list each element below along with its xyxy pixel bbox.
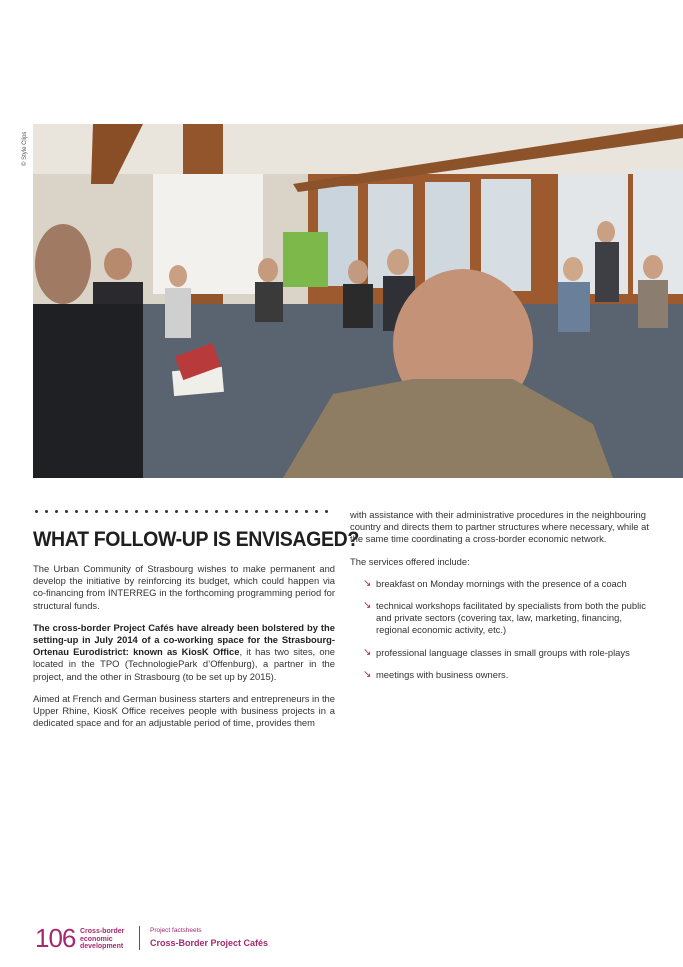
list-item: ↘ breakfast on Monday mornings with the presence of a coach: [363, 577, 627, 589]
section-heading: WHAT FOLLOW-UP IS ENVISAGED?: [33, 528, 359, 551]
paragraph-kiosk-bold: The cross-border Project Cafés have already been bolstered by the setting-up in July 2014 of a co-working space for the Strasbourg-Ortenau Eurodistrict: known as KiosK Office: [33, 621, 335, 658]
decorative-dots: [35, 510, 335, 516]
list-item: ↘ professional language classes in small groups with role-plays: [363, 646, 630, 658]
page-footer: [35, 924, 335, 954]
footer-section: Project factsheets: [150, 927, 202, 934]
meeting-photo: [33, 124, 683, 478]
paragraph-continued: with assistance with their administrative procedures in the neighbouring country and directs them to partner structures where necessary, while at the same time coordinating a cross-border economic network.: [350, 509, 649, 545]
arrow-down-right-icon: ↘: [363, 600, 372, 612]
right-column: [350, 509, 653, 691]
footer-label: Cross-border economic development: [80, 928, 125, 950]
footer-title: Cross-Border Project Cafés: [150, 938, 269, 948]
list-item: ↘ technical workshops facilitated by specialists from both the public and private sectors (covering tax, law, marketing, financing, regional economic activity, etc.): [363, 600, 646, 636]
photo-credit: © Style Clips: [22, 131, 28, 166]
arrow-down-right-icon: ↘: [363, 577, 372, 589]
services-list: [350, 578, 653, 681]
paragraph-kiosk-rest: , it has two sites, one located in the TPO (TechnologiePark d’Offenburg), a partner in the project, and the other in Strasbourg (to be set up by 2015).: [33, 646, 336, 682]
paragraph-initiative: The Urban Community of Strasbourg wishes to make permanent and develop the initiative by reinforcing its budget, which could happen via co-financing from INTERREG in the forthcoming programming period for structural funds.: [33, 563, 335, 611]
list-item: ↘ meetings with business owners.: [363, 668, 509, 680]
footer-divider: [139, 926, 140, 950]
photo-illustration: [33, 124, 683, 478]
page-number: 106: [35, 923, 76, 953]
paragraph-kiosk-office: [33, 622, 335, 683]
arrow-down-right-icon: ↘: [363, 668, 372, 680]
left-column: [33, 563, 335, 739]
services-intro: The services offered include:: [350, 555, 470, 567]
paragraph-aimed: Aimed at French and German business starters and entrepreneurs in the Upper Rhine, KiosK Office receives people with business projects in a dedicated space and for an adjustable period of time, provides them: [33, 692, 335, 729]
arrow-down-right-icon: ↘: [363, 646, 372, 658]
